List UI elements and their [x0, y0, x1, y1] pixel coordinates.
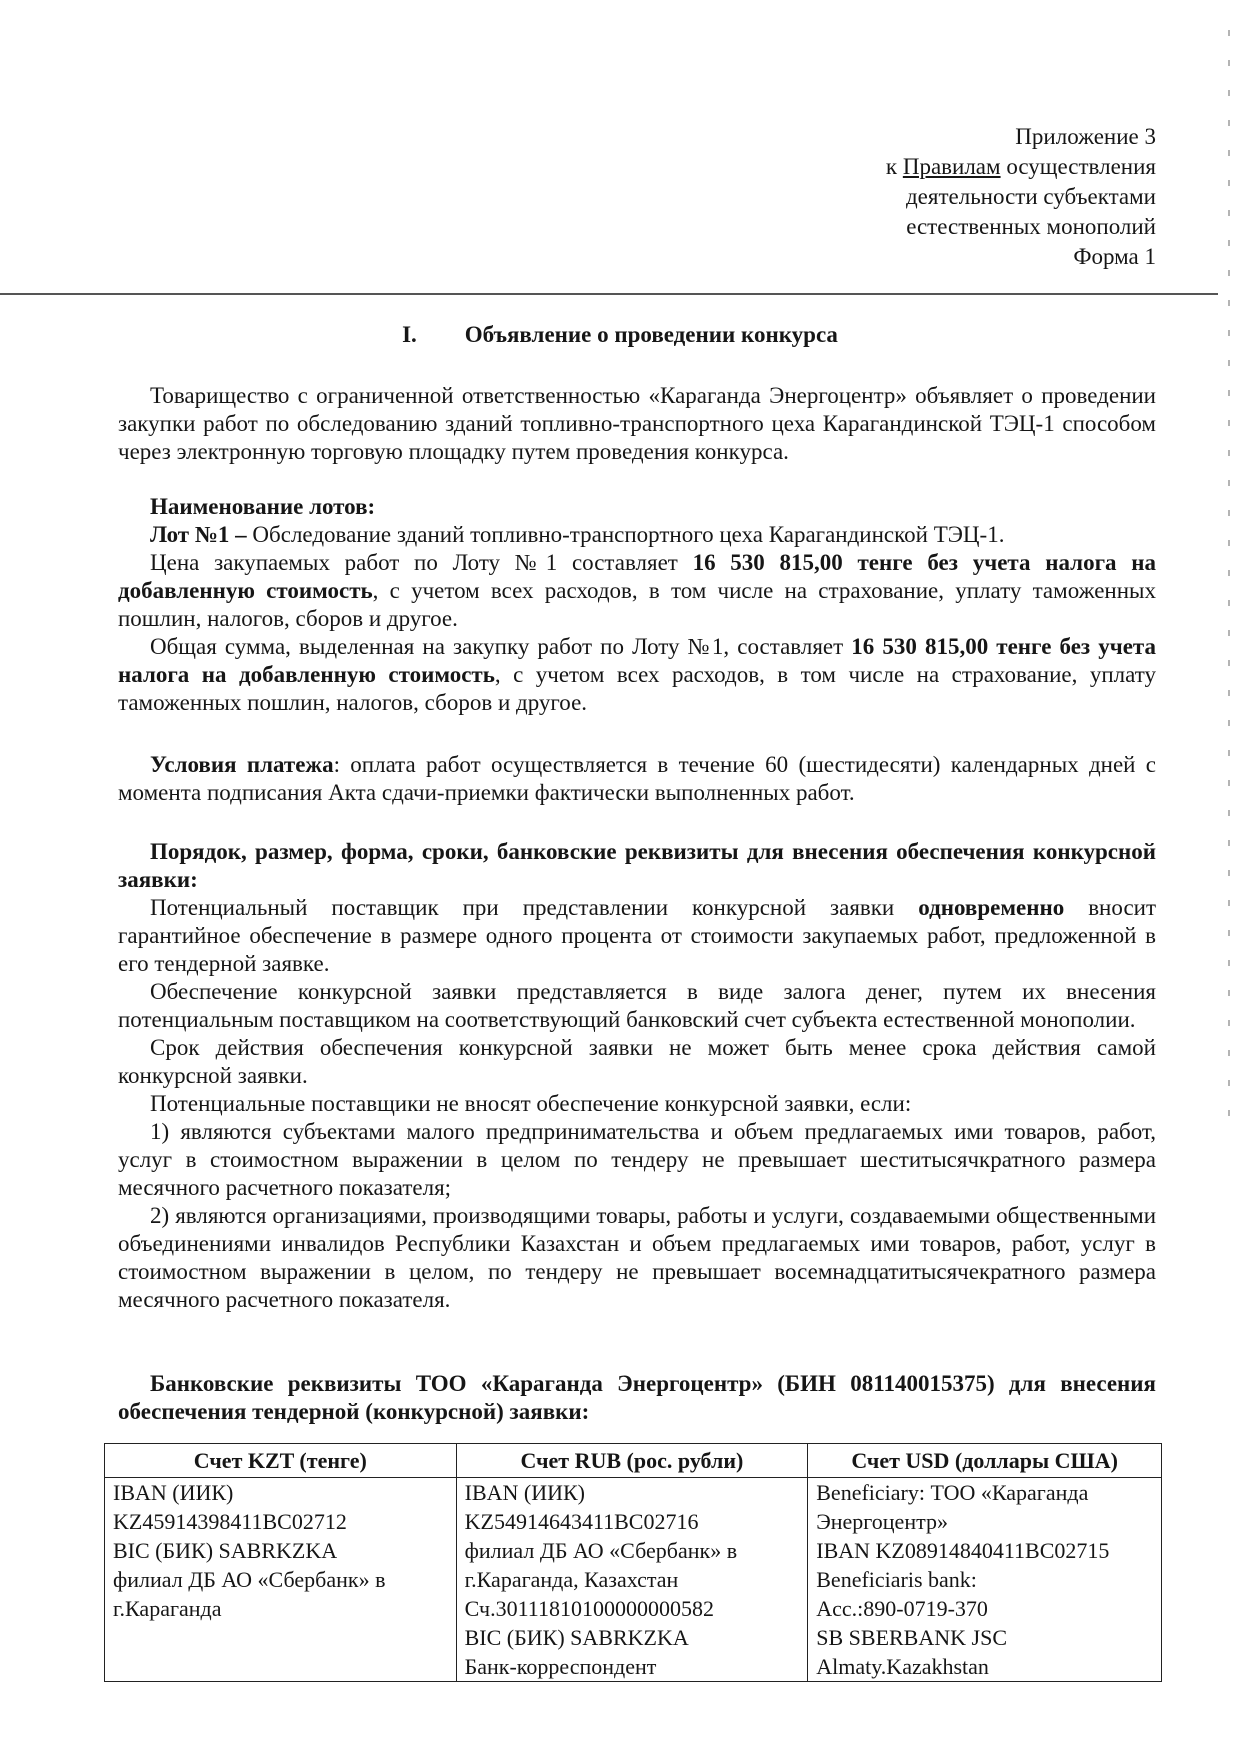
intro-block	[118, 382, 1156, 466]
table-header-row	[105, 1444, 1162, 1478]
security-block	[118, 838, 1156, 1314]
scan-edge-artifact	[1228, 30, 1230, 1130]
bank-details-table	[104, 1443, 1162, 1682]
security-paragraph-4: Потенциальные поставщики не вносят обеспечение конкурсной заявки, если:	[150, 1091, 912, 1116]
rules-link[interactable]: Правилам	[902, 154, 1001, 179]
section-number: I.	[402, 322, 417, 347]
rub-account-cell: IBAN (ИИК) KZ54914643411BC02716 филиал ДБ АО «Сбербанк» в г.Караганда, Казахстан Сч.30111810100000000582 BIC (БИК) SABRKZKA Банк-корреспондент	[456, 1478, 808, 1682]
column-header-kzt: Счет KZT (тенге)	[105, 1444, 457, 1478]
security-item-2: 2) являются организациями, производящими товары, работы и услуги, создаваемыми общественными объединениями инвалидов Республики Казахстан и объем предлагаемых ими товаров, работ, услуг в стоимостном выражении в целом, по тендеру не превышает восемнадцатитысячекратного размера месячного расчетного показателя.	[118, 1203, 1156, 1312]
security-heading: Порядок, размер, форма, сроки, банковские реквизиты для внесения обеспечения конкурсной заявки:	[118, 839, 1156, 892]
kzt-account-cell: IBAN (ИИК) KZ45914398411BC02712 BIC (БИК) SABRKZKA филиал ДБ АО «Сбербанк» в г.Караганда	[105, 1478, 457, 1682]
table-row	[105, 1478, 1162, 1682]
security-paragraph-3: Срок действия обеспечения конкурсной заявки не может быть менее срока действия самой конкурсной заявки.	[118, 1035, 1156, 1088]
header-divider	[0, 293, 1218, 295]
section-heading: Объявление о проведении конкурса	[464, 322, 838, 347]
security-paragraph-1: Потенциальный поставщик при представлении конкурсной заявки одновременно вносит гарантийное обеспечение в размере одного процента от стоимости закупаемых работ, предложенной в его тендерной заявке.	[118, 895, 1157, 976]
lot-1-line: Лот №1 – Обследование зданий топливно-транспортного цеха Карагандинской ТЭЦ-1.	[150, 522, 1005, 547]
intro-paragraph: Товарищество с ограниченной ответственностью «Караганда Энергоцентр» объявляет о проведении закупки работ по обследованию зданий топливно-транспортного цеха Карагандинской ТЭЦ-1 способом через электронную торговую площадку путем проведения конкурса.	[118, 383, 1156, 464]
payment-terms: Условия платежа: оплата работ осуществляется в течение 60 (шестидесяти) календарных дней с момента подписания Акта сдачи-приемки фактически выполненных работ.	[118, 752, 1156, 805]
section-title	[0, 322, 1240, 348]
lots-heading: Наименование лотов:	[150, 494, 376, 519]
security-paragraph-2: Обеспечение конкурсной заявки представляется в виде залога денег, путем их внесения потенциальным поставщиком на соответствующий банковский счет субъекта естественной монополии.	[118, 979, 1156, 1032]
security-item-1: 1) являются субъектами малого предпринимательства и объем предлагаемых ими товаров, работ, услуг в стоимостном выражении в целом по тендеру не превышает шеститысячкратного размера месячного расчетного показателя;	[118, 1119, 1156, 1200]
lots-block	[118, 493, 1156, 717]
appendix-rules-line: к Правилам осуществления	[885, 154, 1156, 179]
bank-block	[118, 1370, 1156, 1426]
lot-1-total: Общая сумма, выделенная на закупку работ по Лоту №1, составляет 16 530 815,00 тенге без учета налога на добавленную стоимость, с учетом всех расходов, в том числе на страхование, уплату таможенных пошлин, налогов, сборов и другое.	[118, 634, 1156, 715]
bank-heading: Банковские реквизиты ТОО «Караганда Энергоцентр» (БИН 081140015375) для внесения обеспечения тендерной (конкурсной) заявки:	[118, 1371, 1156, 1424]
appendix-line-4: естественных монополий	[906, 214, 1156, 239]
column-header-rub: Счет RUB (рос. рубли)	[456, 1444, 808, 1478]
form-number: Форма 1	[1073, 244, 1156, 269]
column-header-usd: Счет USD (доллары США)	[808, 1444, 1162, 1478]
appendix-header	[886, 122, 1156, 272]
appendix-number: Приложение 3	[1015, 124, 1156, 149]
usd-account-cell: Beneficiary: ТОО «Караганда Энергоцентр» IBAN KZ08914840411BC02715 Beneficiaris bank: Acc.:890-0719-370 SB SBERBANK JSC Almaty.Kazakhstan	[808, 1478, 1162, 1682]
payment-block	[118, 751, 1156, 807]
appendix-line-3: деятельности субъектами	[905, 184, 1156, 209]
lot-1-price: Цена закупаемых работ по Лоту №1 составляет 16 530 815,00 тенге без учета налога на добавленную стоимость, с учетом всех расходов, в том числе на страхование, уплату таможенных пошлин, налогов, сборов и другое.	[118, 550, 1156, 631]
